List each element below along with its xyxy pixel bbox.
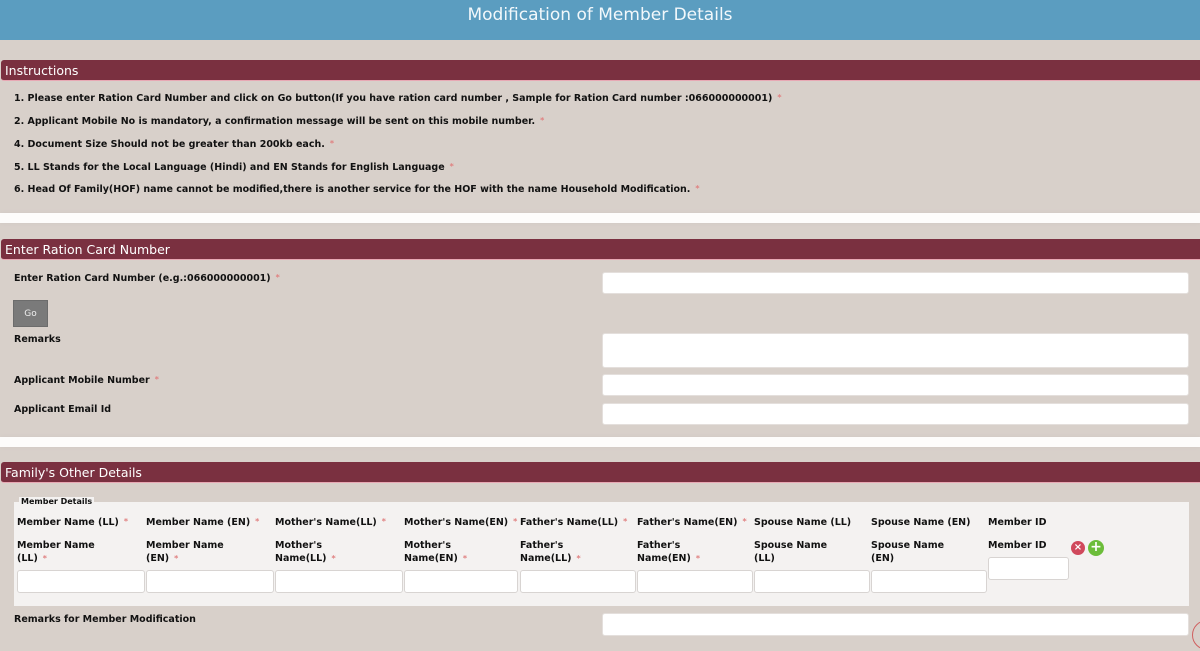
column-member-name-en: Member Name (EN) * Member Name (EN) * xyxy=(146,517,259,564)
instructions-header: Instructions xyxy=(1,60,1200,81)
column-father-name-ll: Father's Name(LL) * Father's Name(LL) * xyxy=(520,517,627,564)
member-id-input[interactable] xyxy=(988,557,1069,580)
mother-name-ll-input[interactable] xyxy=(275,570,403,593)
mobile-label: Applicant Mobile Number * xyxy=(14,375,159,386)
column-member-name-ll: Member Name (LL) * Member Name (LL) * xyxy=(17,517,128,564)
ration-card-input[interactable] xyxy=(602,272,1189,294)
ration-card-header: Enter Ration Card Number xyxy=(1,239,1200,260)
column-spouse-name-ll: Spouse Name (LL) Spouse Name (LL) xyxy=(754,517,851,564)
column-spouse-name-en: Spouse Name (EN) Spouse Name (EN) xyxy=(871,517,970,564)
remarks-label: Remarks xyxy=(14,334,61,345)
father-name-ll-input[interactable] xyxy=(520,570,636,593)
father-name-en-input[interactable] xyxy=(637,570,753,593)
column-member-id: Member ID Member ID xyxy=(988,517,1068,551)
instruction-item: 1. Please enter Ration Card Number and click on Go button(If you have ration card number , Sample for Ration Card number :066000000001) * xyxy=(14,93,782,104)
instruction-item: 5. LL Stands for the Local Language (Hindi) and EN Stands for English Language * xyxy=(14,162,454,173)
instruction-item: 4. Document Size Should not be greater than 200kb each. * xyxy=(14,139,335,150)
mother-name-en-input[interactable] xyxy=(404,570,518,593)
member-remarks-input[interactable] xyxy=(602,613,1189,636)
column-mother-name-en: Mother's Name(EN) * Mother's Name(EN) * xyxy=(404,517,517,564)
email-label: Applicant Email Id xyxy=(14,404,112,415)
column-mother-name-ll: Mother's Name(LL) * Mother's Name(LL) * xyxy=(275,517,386,564)
mobile-input[interactable] xyxy=(602,374,1189,396)
spouse-name-en-input[interactable] xyxy=(871,570,987,593)
column-father-name-en: Father's Name(EN) * Father's Name(EN) * xyxy=(637,517,747,564)
go-button[interactable]: Go xyxy=(13,300,48,327)
remarks-input[interactable] xyxy=(602,333,1189,368)
page-header xyxy=(0,0,1200,40)
member-name-ll-input[interactable] xyxy=(17,570,145,593)
email-input[interactable] xyxy=(602,403,1189,425)
family-details-header: Family's Other Details xyxy=(1,462,1200,483)
member-name-en-input[interactable] xyxy=(146,570,274,593)
member-details-legend: Member Details xyxy=(21,497,93,506)
page-title: Modification of Member Details xyxy=(467,5,733,25)
section-divider xyxy=(0,213,1200,223)
add-row-icon[interactable]: + xyxy=(1088,540,1104,556)
member-remarks-label: Remarks for Member Modification xyxy=(14,614,196,625)
spouse-name-ll-input[interactable] xyxy=(754,570,870,593)
remove-row-icon[interactable]: × xyxy=(1071,541,1085,555)
chat-widget-icon[interactable] xyxy=(1192,620,1200,650)
instruction-item: 2. Applicant Mobile No is mandatory, a confirmation message will be sent on this mobile number. * xyxy=(14,116,545,127)
section-divider xyxy=(0,437,1200,447)
instruction-item: 6. Head Of Family(HOF) name cannot be modified,there is another service for the HOF with the name Household Modification. * xyxy=(14,184,700,195)
ration-card-label: Enter Ration Card Number (e.g.:066000000001) * xyxy=(14,273,280,284)
